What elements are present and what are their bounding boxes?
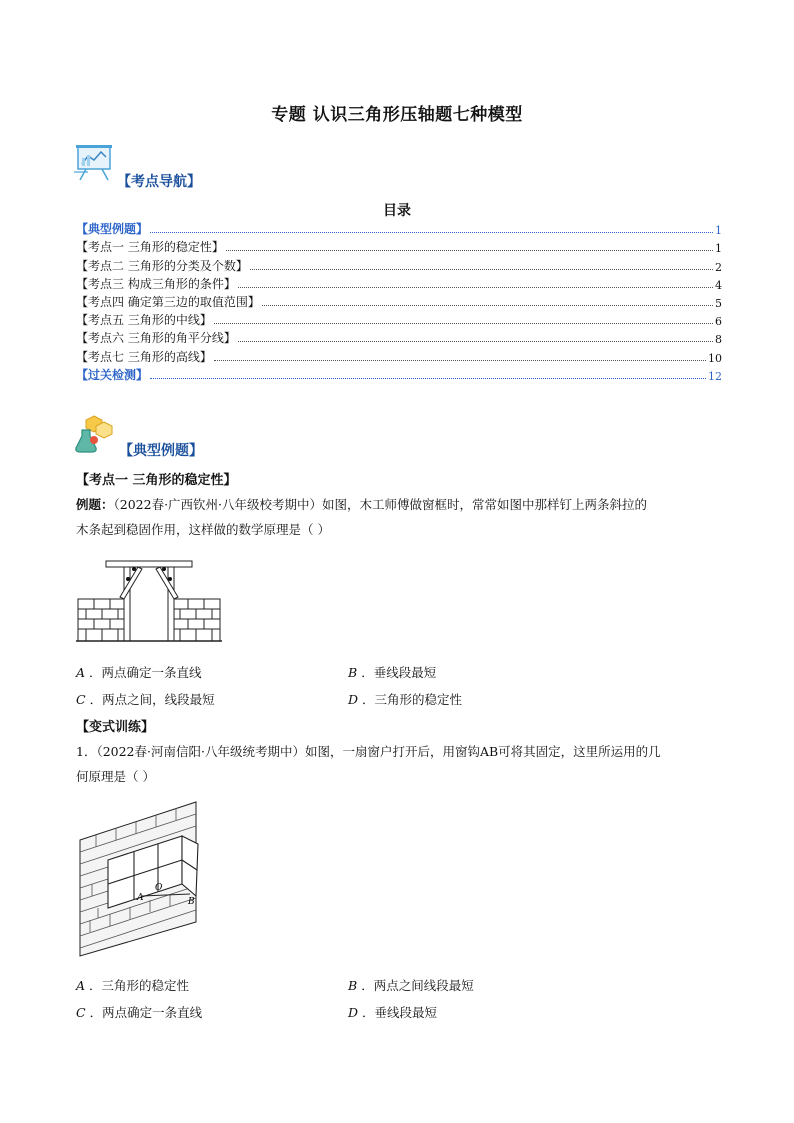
example-line-2: 木条起到稳固作用，这样做的数学原理是（ ） xyxy=(76,522,330,537)
label-o: O xyxy=(155,883,163,893)
q1-option-a[interactable]: A ．三角形的稳定性 xyxy=(76,978,190,993)
toc-entry-page: 2 xyxy=(715,260,722,274)
toc-leader-dots xyxy=(150,377,706,379)
flask-icon xyxy=(72,414,116,458)
page-title: 专题 认识三角形压轴题七种模型 xyxy=(271,105,523,125)
toc-entry-page: 10 xyxy=(708,351,722,365)
label-a: A xyxy=(137,893,144,903)
door-frame-figure xyxy=(76,557,222,649)
toc-leader-dots xyxy=(214,322,713,324)
q1-line-2: 何原理是（ ） xyxy=(76,769,155,784)
question-1 xyxy=(76,739,736,789)
toc-entry-label: 【过关检测】 xyxy=(76,367,149,382)
toc-entry-page: 1 xyxy=(715,242,722,256)
kp1-heading: 【考点一 三角形的稳定性】 xyxy=(76,473,237,488)
toc-entry[interactable] xyxy=(76,237,722,255)
toc-leader-dots xyxy=(238,286,713,288)
q1-option-d[interactable]: D ．垂线段最短 xyxy=(348,1005,438,1020)
table-of-contents xyxy=(76,219,722,383)
example-question xyxy=(76,492,736,542)
toc-leader-dots xyxy=(214,359,706,361)
toc-entry-page: 5 xyxy=(715,296,722,310)
toc-entry[interactable] xyxy=(76,346,722,364)
toc-entry-page: 12 xyxy=(708,369,722,383)
label-b: B xyxy=(188,897,195,907)
toc-leader-dots xyxy=(250,268,713,270)
examples-heading: 【典型例题】 xyxy=(119,443,203,459)
toc-leader-dots xyxy=(150,231,713,233)
toc-title: 目录 xyxy=(383,203,411,219)
toc-entry-label: 【考点六 三角形的角平分线】 xyxy=(76,331,236,346)
toc-entry-label: 【考点七 三角形的高线】 xyxy=(76,349,212,364)
toc-entry[interactable] xyxy=(76,310,722,328)
toc-entry[interactable] xyxy=(76,219,722,237)
q1-line-1: 1．（2022春·河南信阳·八年级统考期中）如图，一扇窗户打开后，用窗钩AB可将其固定，这里所运用的几 xyxy=(76,744,661,759)
toc-entry-label: 【考点一 三角形的稳定性】 xyxy=(76,240,224,255)
toc-entry-page: 4 xyxy=(715,278,722,292)
example-option-c[interactable]: C ．两点之间，线段最短 xyxy=(76,692,215,707)
toc-entry-page: 8 xyxy=(715,333,722,347)
toc-entry-label: 【典型例题】 xyxy=(76,222,149,237)
nav-heading: 【考点导航】 xyxy=(117,174,201,190)
toc-leader-dots xyxy=(226,249,713,251)
toc-entry[interactable] xyxy=(76,365,722,383)
example-prefix: 例题： xyxy=(76,497,114,512)
q1-option-c[interactable]: C ．两点确定一条直线 xyxy=(76,1005,203,1020)
example-option-b[interactable]: B ．垂线段最短 xyxy=(348,665,437,680)
toc-entry[interactable] xyxy=(76,255,722,273)
window-figure xyxy=(78,800,204,962)
toc-entry-label: 【考点五 三角形的中线】 xyxy=(76,313,212,328)
example-line-1: （2022春·广西钦州·八年级校考期中）如图，木工师傅做窗框时，常常如图中那样钉上两条斜拉的 xyxy=(113,497,648,512)
toc-entry[interactable] xyxy=(76,274,722,292)
toc-entry[interactable] xyxy=(76,328,722,346)
toc-leader-dots xyxy=(238,340,713,342)
toc-entry-page: 1 xyxy=(715,224,722,238)
q1-option-b[interactable]: B ．两点之间线段最短 xyxy=(348,978,474,993)
toc-entry-label: 【考点四 确定第三边的取值范围】 xyxy=(76,294,260,309)
toc-entry-label: 【考点二 三角形的分类及个数】 xyxy=(76,258,248,273)
toc-entry[interactable] xyxy=(76,292,722,310)
example-option-a[interactable]: A ．两点确定一条直线 xyxy=(76,665,202,680)
presentation-board-icon xyxy=(74,144,116,186)
toc-entry-page: 6 xyxy=(715,315,722,329)
variant-heading: 【变式训练】 xyxy=(76,720,155,735)
example-option-d[interactable]: D ．三角形的稳定性 xyxy=(348,692,463,707)
toc-leader-dots xyxy=(262,304,713,306)
toc-entry-label: 【考点三 构成三角形的条件】 xyxy=(76,276,236,291)
